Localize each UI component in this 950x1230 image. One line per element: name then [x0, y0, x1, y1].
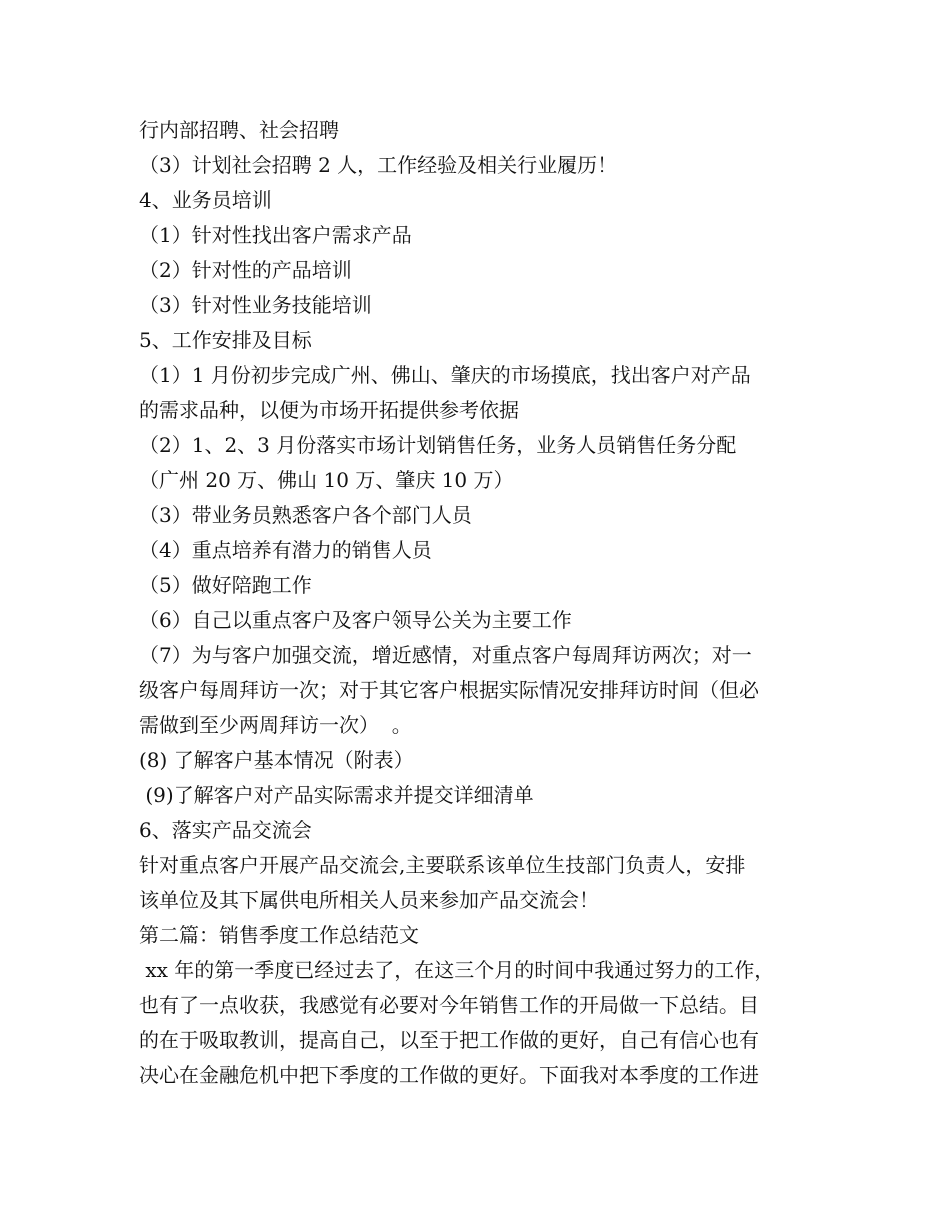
- text-line: （3）带业务员熟悉客户各个部门人员: [139, 503, 472, 527]
- text-line: （7）为与客户加强交流，增近感情，对重点客户每周拜访两次；对一: [139, 643, 752, 667]
- text-line: 针对重点客户开展产品交流会,主要联系该单位生技部门负责人，安排: [139, 853, 746, 877]
- document-body: [139, 113, 829, 1093]
- text-line: 级客户每周拜访一次；对于其它客户根据实际情况安排拜访时间（但必: [139, 678, 759, 702]
- text-line: （1）1 月份初步完成广州、佛山、肇庆的市场摸底，找出客户对产品: [139, 363, 751, 387]
- text-line: 也有了一点收获，我感觉有必要对今年销售工作的开局做一下总结。目: [139, 993, 759, 1017]
- text-line: （1）针对性找出客户需求产品: [139, 223, 412, 247]
- text-line: 需做到至少两周拜访一次） 。: [139, 713, 412, 737]
- text-line: 6、落实产品交流会: [139, 818, 312, 842]
- text-line: （3）计划社会招聘 2 人，工作经验及相关行业履历！: [139, 153, 618, 177]
- text-line: （2）1、2、3 月份落实市场计划销售任务，业务人员销售任务分配: [139, 433, 737, 457]
- text-line: 决心在金融危机中把下季度的工作做的更好。下面我对本季度的工作进: [139, 1063, 759, 1087]
- text-line: (9)了解客户对产品实际需求并提交详细清单: [139, 783, 534, 807]
- text-line: （2）针对性的产品培训: [139, 258, 352, 282]
- text-line: 行内部招聘、社会招聘: [139, 118, 339, 142]
- section-heading: 第二篇：销售季度工作总结范文: [139, 923, 419, 947]
- text-line: 4、业务员培训: [139, 188, 272, 212]
- text-line: 的在于吸取教训，提高自己，以至于把工作做的更好，自己有信心也有: [139, 1028, 759, 1052]
- text-line: 5、工作安排及目标: [139, 328, 312, 352]
- text-line: (8) 了解客户基本情况（附表）: [139, 748, 414, 772]
- text-line: （3）针对性业务技能培训: [139, 293, 372, 317]
- text-line: （6）自己以重点客户及客户领导公关为主要工作: [139, 608, 572, 632]
- text-line: xx 年的第一季度已经过去了，在这三个月的时间中我通过努力的工作，: [139, 958, 775, 982]
- text-line: （广州 20 万、佛山 10 万、肇庆 10 万）: [139, 468, 514, 492]
- text-line: 该单位及其下属供电所相关人员来参加产品交流会！: [139, 888, 599, 912]
- text-line: （4）重点培养有潜力的销售人员: [139, 538, 432, 562]
- text-line: 的需求品种，以便为市场开拓提供参考依据: [139, 398, 519, 422]
- text-line: （5）做好陪跑工作: [139, 573, 312, 597]
